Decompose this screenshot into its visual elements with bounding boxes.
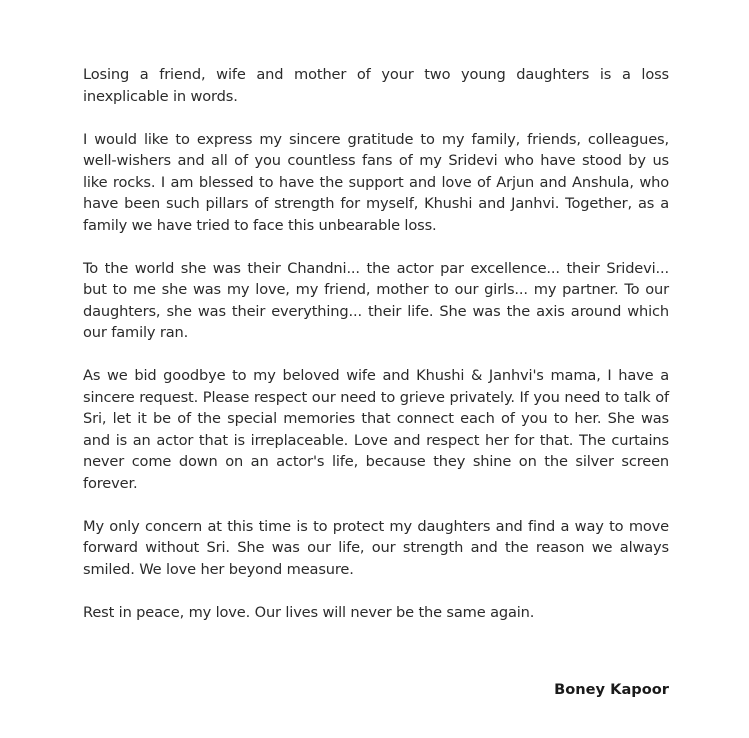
paragraph-concern: My only concern at this time is to protect my daughters and find a way to move forward without Sri. She was our life, our strength and the reason we always smiled. We love her beyond measure.: [83, 517, 669, 578]
paragraph-loss: Losing a friend, wife and mother of your two young daughters is a loss inexplicable in words.: [83, 66, 669, 105]
letter-body: [83, 64, 669, 645]
paragraph-request: As we bid goodbye to my beloved wife and Khushi & Janhvi's mama, I have a sincere request. Please respect our need to grieve privately. If you need to talk of Sri, let it be of the special memories that connect each of you to her. She was and is an actor that is irreplaceable. Love and respect her for that. The curtains never come down on an actor's life, because they shine on the silver screen forever.: [83, 367, 669, 492]
signature: Boney Kapoor: [554, 681, 669, 698]
paragraph-gratitude: I would like to express my sincere gratitude to my family, friends, colleagues, well-wishers and all of you countless fans of my Sridevi who have stood by us like rocks. I am blessed to have the support and love of Arjun and Anshula, who have been such pillars of strength for myself, Khushi and Janhvi. Together, as a family we have tried to face this unbearable loss.: [83, 130, 669, 234]
paragraph-world: To the world she was their Chandni... the actor par excellence... their Sridevi... but to me she was my love, my friend, mother to our girls... my partner. To our daughters, she was their everything... their life. She was the axis around which our family ran.: [83, 259, 669, 341]
paragraph-rest-in-peace: Rest in peace, my love. Our lives will never be the same again.: [83, 603, 535, 621]
